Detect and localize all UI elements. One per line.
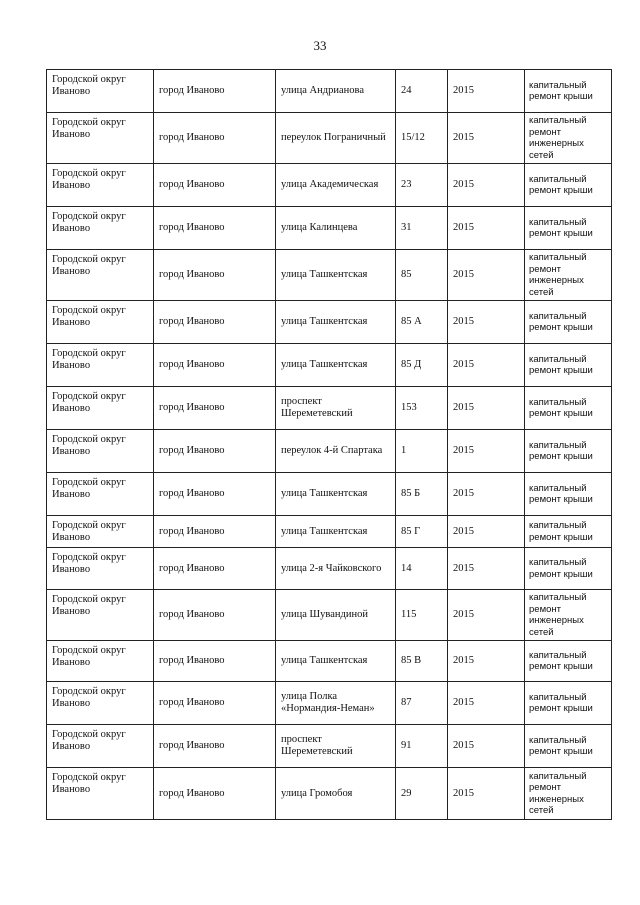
house-cell: 14 (396, 548, 448, 590)
work-type-cell: капитальный ремонт крыши (525, 516, 612, 548)
locality-cell: город Иваново (154, 430, 276, 473)
year-cell: 2015 (448, 113, 525, 164)
table-row (47, 301, 612, 344)
table-row (47, 250, 612, 301)
work-type-cell: капитальный ремонт инженерных сетей (525, 250, 612, 301)
street-cell: улица Громобоя (276, 768, 396, 820)
table-body (47, 70, 612, 820)
locality-cell: город Иваново (154, 725, 276, 768)
work-type-cell: капитальный ремонт крыши (525, 473, 612, 516)
year-cell: 2015 (448, 430, 525, 473)
work-type-cell: капитальный ремонт крыши (525, 682, 612, 725)
street-cell: улица Академическая (276, 164, 396, 207)
municipality-cell: Городской округ Иваново (47, 344, 154, 387)
year-cell: 2015 (448, 301, 525, 344)
work-type-cell: капитальный ремонт крыши (525, 207, 612, 250)
work-type-cell: капитальный ремонт инженерных сетей (525, 590, 612, 641)
street-cell: улица Ташкентская (276, 344, 396, 387)
table-row (47, 548, 612, 590)
table-row (47, 682, 612, 725)
municipality-cell: Городской округ Иваново (47, 301, 154, 344)
table-row (47, 473, 612, 516)
house-cell: 85 (396, 250, 448, 301)
street-cell: улица Андрианова (276, 70, 396, 113)
table-row (47, 113, 612, 164)
house-cell: 85 Г (396, 516, 448, 548)
house-cell: 31 (396, 207, 448, 250)
locality-cell: город Иваново (154, 641, 276, 682)
house-cell: 85 В (396, 641, 448, 682)
year-cell: 2015 (448, 344, 525, 387)
house-cell: 85 Д (396, 344, 448, 387)
street-cell: улица Ташкентская (276, 473, 396, 516)
municipality-cell: Городской округ Иваново (47, 641, 154, 682)
work-type-cell: капитальный ремонт крыши (525, 430, 612, 473)
work-type-cell: капитальный ремонт крыши (525, 301, 612, 344)
year-cell: 2015 (448, 207, 525, 250)
municipality-cell: Городской округ Иваново (47, 207, 154, 250)
house-cell: 15/12 (396, 113, 448, 164)
municipality-cell: Городской округ Иваново (47, 113, 154, 164)
table-row (47, 207, 612, 250)
table-row (47, 387, 612, 430)
house-cell: 87 (396, 682, 448, 725)
house-cell: 85 Б (396, 473, 448, 516)
table-row (47, 590, 612, 641)
street-cell: проспект Шереметевский (276, 387, 396, 430)
repair-registry-table (46, 69, 612, 820)
street-cell: улица Ташкентская (276, 516, 396, 548)
street-cell: улица Калинцева (276, 207, 396, 250)
work-type-cell: капитальный ремонт крыши (525, 387, 612, 430)
table-row (47, 164, 612, 207)
table-row (47, 70, 612, 113)
year-cell: 2015 (448, 516, 525, 548)
year-cell: 2015 (448, 725, 525, 768)
house-cell: 85 А (396, 301, 448, 344)
house-cell: 153 (396, 387, 448, 430)
municipality-cell: Городской округ Иваново (47, 250, 154, 301)
table-row (47, 768, 612, 820)
year-cell: 2015 (448, 641, 525, 682)
house-cell: 23 (396, 164, 448, 207)
house-cell: 115 (396, 590, 448, 641)
locality-cell: город Иваново (154, 113, 276, 164)
street-cell: улица Ташкентская (276, 301, 396, 344)
house-cell: 24 (396, 70, 448, 113)
year-cell: 2015 (448, 590, 525, 641)
locality-cell: город Иваново (154, 164, 276, 207)
municipality-cell: Городской округ Иваново (47, 164, 154, 207)
street-cell: улица Ташкентская (276, 641, 396, 682)
house-cell: 29 (396, 768, 448, 820)
table-row (47, 344, 612, 387)
work-type-cell: капитальный ремонт инженерных сетей (525, 113, 612, 164)
year-cell: 2015 (448, 164, 525, 207)
table-row (47, 516, 612, 548)
municipality-cell: Городской округ Иваново (47, 682, 154, 725)
municipality-cell: Городской округ Иваново (47, 516, 154, 548)
locality-cell: город Иваново (154, 387, 276, 430)
year-cell: 2015 (448, 768, 525, 820)
municipality-cell: Городской округ Иваново (47, 768, 154, 820)
street-cell: переулок Пограничный (276, 113, 396, 164)
municipality-cell: Городской округ Иваново (47, 70, 154, 113)
work-type-cell: капитальный ремонт крыши (525, 344, 612, 387)
locality-cell: город Иваново (154, 548, 276, 590)
locality-cell: город Иваново (154, 590, 276, 641)
municipality-cell: Городской округ Иваново (47, 473, 154, 516)
work-type-cell: капитальный ремонт крыши (525, 548, 612, 590)
municipality-cell: Городской округ Иваново (47, 430, 154, 473)
year-cell: 2015 (448, 250, 525, 301)
work-type-cell: капитальный ремонт инженерных сетей (525, 768, 612, 820)
table-row (47, 641, 612, 682)
work-type-cell: капитальный ремонт крыши (525, 70, 612, 113)
locality-cell: город Иваново (154, 70, 276, 113)
locality-cell: город Иваново (154, 250, 276, 301)
street-cell: проспект Шереметевский (276, 725, 396, 768)
locality-cell: город Иваново (154, 344, 276, 387)
locality-cell: город Иваново (154, 516, 276, 548)
municipality-cell: Городской округ Иваново (47, 590, 154, 641)
locality-cell: город Иваново (154, 682, 276, 725)
street-cell: улица 2-я Чайковского (276, 548, 396, 590)
year-cell: 2015 (448, 387, 525, 430)
locality-cell: город Иваново (154, 207, 276, 250)
work-type-cell: капитальный ремонт крыши (525, 641, 612, 682)
street-cell: улица Полка «Нормандия-Неман» (276, 682, 396, 725)
year-cell: 2015 (448, 473, 525, 516)
table-row (47, 725, 612, 768)
locality-cell: город Иваново (154, 768, 276, 820)
municipality-cell: Городской округ Иваново (47, 725, 154, 768)
year-cell: 2015 (448, 70, 525, 113)
street-cell: переулок 4-й Спартака (276, 430, 396, 473)
house-cell: 1 (396, 430, 448, 473)
locality-cell: город Иваново (154, 473, 276, 516)
year-cell: 2015 (448, 682, 525, 725)
street-cell: улица Ташкентская (276, 250, 396, 301)
municipality-cell: Городской округ Иваново (47, 387, 154, 430)
street-cell: улица Шувандиной (276, 590, 396, 641)
municipality-cell: Городской округ Иваново (47, 548, 154, 590)
year-cell: 2015 (448, 548, 525, 590)
house-cell: 91 (396, 725, 448, 768)
page-number: 33 (313, 38, 327, 53)
work-type-cell: капитальный ремонт крыши (525, 725, 612, 768)
locality-cell: город Иваново (154, 301, 276, 344)
table-row (47, 430, 612, 473)
work-type-cell: капитальный ремонт крыши (525, 164, 612, 207)
